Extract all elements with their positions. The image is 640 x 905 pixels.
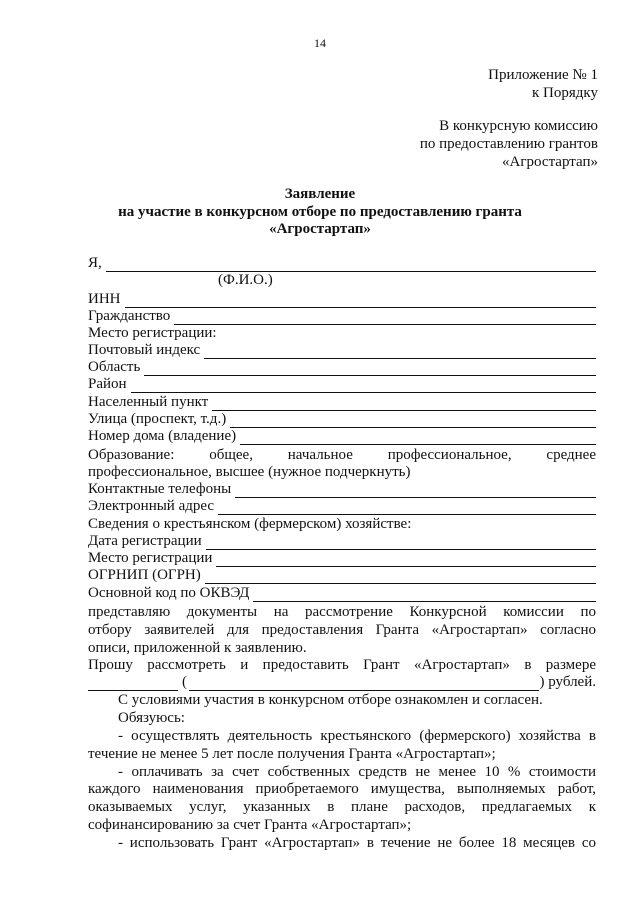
- farm-registration-input-line[interactable]: [216, 553, 596, 567]
- district-field[interactable]: [88, 375, 596, 393]
- citizenship-label: Гражданство: [88, 308, 171, 324]
- amount-close-label: ) рублей.: [539, 674, 596, 690]
- inn-field[interactable]: [88, 290, 596, 308]
- document-subtitle-line-1: на участие в конкурсном отборе по предоставлению гранта: [118, 204, 522, 220]
- page-number: 14: [314, 36, 326, 50]
- reg-date-label: Дата регистрации: [88, 533, 202, 549]
- citizenship-input-line[interactable]: [174, 311, 596, 325]
- email-label: Электронный адрес: [88, 498, 215, 514]
- region-input-line[interactable]: [144, 362, 596, 376]
- locality-input-line[interactable]: [212, 397, 596, 411]
- region-label: Область: [88, 359, 141, 375]
- amount-open-paren: (: [182, 674, 187, 690]
- obligation-1-line-2: течение не менее 5 лет после получения Гранта «Агростартап»;: [88, 746, 496, 762]
- fio-input-line[interactable]: [106, 258, 596, 272]
- street-field[interactable]: [88, 410, 596, 428]
- fio-caption: (Ф.И.О.): [218, 272, 273, 288]
- obligation-1-line-1: - осуществлять деятельность крестьянского (фермерского) хозяйства в: [118, 728, 596, 744]
- okved-field[interactable]: [88, 584, 596, 602]
- farm-info-heading: Сведения о крестьянском (фермерском) хозяйстве:: [88, 516, 412, 532]
- obligation-2-line-1: - оплачивать за счет собственных средств не менее 10 % стоимости: [118, 764, 596, 780]
- farm-registration-field[interactable]: [88, 549, 596, 567]
- postal-code-label: Почтовый индекс: [88, 342, 201, 358]
- addressee-line-2: по предоставлению грантов: [419, 136, 598, 152]
- region-field[interactable]: [88, 358, 596, 376]
- obligation-2-line-4: софинансированию за счет Гранта «Агростартап»;: [88, 817, 412, 833]
- house-label: Номер дома (владение): [88, 428, 237, 444]
- ogrnip-field[interactable]: [88, 566, 596, 584]
- district-input-line[interactable]: [131, 379, 596, 393]
- document-subtitle-line-2: «Агростартап»: [269, 221, 371, 237]
- postal-code-field[interactable]: [88, 341, 596, 359]
- district-label: Район: [88, 376, 127, 392]
- okved-input-line[interactable]: [253, 588, 596, 602]
- obligation-3-line-1: - использовать Грант «Агростартап» в течение не более 18 месяцев со: [118, 835, 596, 851]
- education-line-2: профессиональное, высшее (нужное подчеркнуть): [88, 464, 411, 480]
- locality-field[interactable]: [88, 393, 596, 411]
- fio-label: Я,: [88, 255, 102, 271]
- appendix-line-1: Приложение № 1: [488, 67, 598, 83]
- submit-line-2: отбору заявителей для предоставления Гранта «Агростартап» согласно: [88, 622, 596, 638]
- document-title: Заявление: [284, 186, 356, 202]
- house-input-line[interactable]: [240, 431, 596, 445]
- conditions-text: С условиями участия в конкурсном отборе ознакомлен и согласен.: [118, 692, 543, 708]
- farm-registration-label: Место регистрации: [88, 550, 213, 566]
- locality-label: Населенный пункт: [88, 394, 209, 410]
- addressee-line-1: В конкурсную комиссию: [439, 118, 598, 134]
- submit-line-3: описи, приложенной к заявлению.: [88, 640, 307, 656]
- amount-words-line[interactable]: [189, 677, 539, 691]
- fio-field[interactable]: [88, 254, 596, 272]
- reg-date-input-line[interactable]: [206, 536, 596, 550]
- email-field[interactable]: [88, 497, 596, 515]
- submit-line-1: представляю документы на рассмотрение Конкурсной комиссии по: [88, 604, 596, 620]
- inn-input-line[interactable]: [125, 294, 597, 308]
- inn-label: ИНН: [88, 291, 121, 307]
- amount-number-line[interactable]: [88, 677, 178, 691]
- ogrnip-label: ОГРНИП (ОГРН): [88, 567, 201, 583]
- street-label: Улица (проспект, т.д.): [88, 411, 227, 427]
- obligation-2-line-3: оказываемых услуг, указанных в плане расходов, предлагаемых к: [88, 799, 596, 815]
- email-input-line[interactable]: [218, 501, 596, 515]
- reg-date-field[interactable]: [88, 532, 596, 550]
- obligate-heading: Обязуюсь:: [118, 710, 185, 726]
- postal-code-input-line[interactable]: [204, 345, 596, 359]
- education-line-1: Образование: общее, начальное профессиональное, среднее: [88, 447, 596, 463]
- registration-heading: Место регистрации:: [88, 325, 217, 341]
- grant-amount-field[interactable]: [88, 673, 596, 691]
- phones-field[interactable]: [88, 480, 596, 498]
- house-field[interactable]: [88, 427, 596, 445]
- appendix-line-2: к Порядку: [532, 85, 598, 101]
- citizenship-field[interactable]: [88, 307, 596, 325]
- phones-input-line[interactable]: [235, 484, 596, 498]
- addressee-line-3: «Агростартап»: [502, 154, 598, 170]
- okved-label: Основной код по ОКВЭД: [88, 585, 250, 601]
- ogrnip-input-line[interactable]: [205, 570, 596, 584]
- phones-label: Контактные телефоны: [88, 481, 232, 497]
- street-input-line[interactable]: [230, 414, 596, 428]
- obligation-2-line-2: каждого наименования приобретаемого имущества, выполняемых работ,: [88, 781, 596, 797]
- request-line-1: Прошу рассмотреть и предоставить Грант «Агростартап» в размере: [88, 657, 596, 673]
